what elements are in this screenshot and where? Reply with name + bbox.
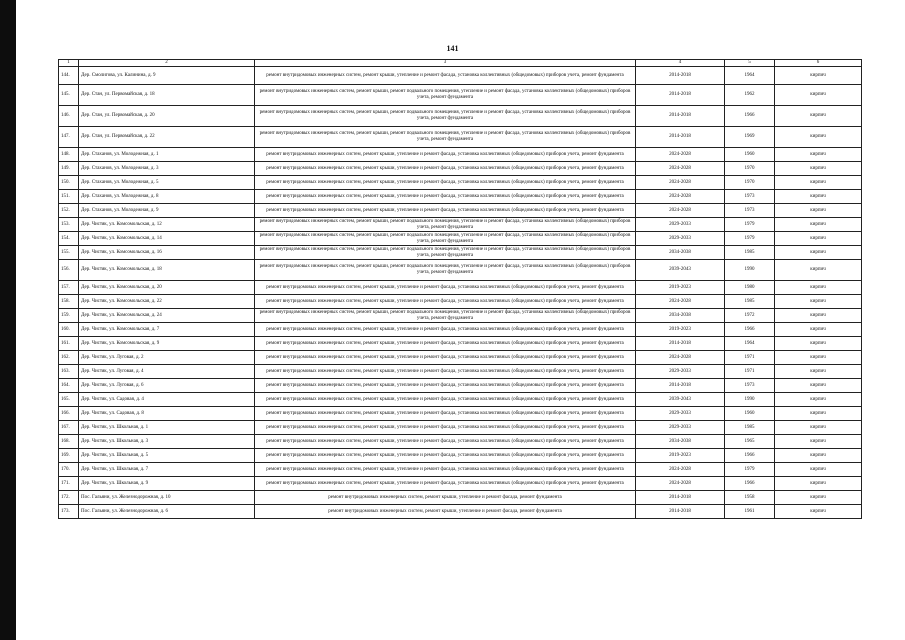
row-number: 172. [59, 491, 79, 505]
material-cell: кирпич [775, 463, 862, 477]
table-row [59, 435, 862, 449]
table-row [59, 162, 862, 176]
address-cell: Пос. Гальяни, ул. Железнодорожная, д. 6 [79, 505, 255, 519]
material-cell: кирпич [775, 449, 862, 463]
material-cell: кирпич [775, 295, 862, 309]
address-cell: Дер. Чистяк, ул. Садовая, д. 4 [79, 393, 255, 407]
period-cell: 2014-2018 [636, 67, 725, 85]
year-cell: 1979 [725, 232, 775, 246]
row-number: 147. [59, 127, 79, 148]
address-cell: Дер. Чистяк, ул. Луговая, д. 2 [79, 351, 255, 365]
period-cell: 2024-2028 [636, 176, 725, 190]
row-number: 157. [59, 281, 79, 295]
address-cell: Дер. Чистяк, ул. Луговая, д. 4 [79, 365, 255, 379]
works-cell: ремонт внутридомовых инженерных систем, ремонт крыши, утепление и ремонт фасада, установка коллективных (общедомовых) приборов учета, ремонт фундамента [255, 295, 636, 309]
row-number: 173. [59, 505, 79, 519]
column-number: 6 [775, 60, 862, 67]
material-cell: кирпич [775, 85, 862, 106]
material-cell: кирпич [775, 246, 862, 260]
period-cell: 2024-2028 [636, 190, 725, 204]
table-row [59, 477, 862, 491]
row-number: 146. [59, 106, 79, 127]
period-cell: 2024-2028 [636, 463, 725, 477]
row-number: 150. [59, 176, 79, 190]
table-row [59, 190, 862, 204]
material-cell: кирпич [775, 67, 862, 85]
year-cell: 1961 [725, 505, 775, 519]
works-cell: ремонт внутридомовых инженерных систем, ремонт крыши, утепление и ремонт фасада, установка коллективных (общедомовых) приборов учета, ремонт фундамента [255, 477, 636, 491]
year-cell: 1979 [725, 463, 775, 477]
address-cell: Дер. Чистяк, ул. Комсомольская, д. 16 [79, 246, 255, 260]
address-cell: Дер. Чистяк, ул. Комсомольская, д. 24 [79, 309, 255, 323]
period-cell: 2024-2028 [636, 477, 725, 491]
year-cell: 1990 [725, 393, 775, 407]
material-cell: кирпич [775, 337, 862, 351]
row-number: 160. [59, 323, 79, 337]
address-cell: Пос. Гальяни, ул. Железнодорожная, д. 10 [79, 491, 255, 505]
row-number: 170. [59, 463, 79, 477]
address-cell: Дер. Чистяк, ул. Школьная, д. 7 [79, 463, 255, 477]
material-cell: кирпич [775, 260, 862, 281]
period-cell: 2029-2033 [636, 407, 725, 421]
column-number: 4 [636, 60, 725, 67]
table-row [59, 246, 862, 260]
year-cell: 1960 [725, 407, 775, 421]
works-cell: ремонт внутридомовых инженерных систем, ремонт крыши, утепление и ремонт фасада, установка коллективных (общедомовых) приборов учета, ремонт фундамента [255, 463, 636, 477]
material-cell: кирпич [775, 491, 862, 505]
period-cell: 2014-2018 [636, 85, 725, 106]
table-row [59, 106, 862, 127]
works-cell: ремонт внутридомовых инженерных систем, ремонт крыши, утепление и ремонт фасада, ремонт фундамента [255, 491, 636, 505]
address-cell: Дер. Стаханов, ул. Молодежная, д. 9 [79, 204, 255, 218]
works-cell: ремонт внутридомовых инженерных систем, ремонт крыши, утепление и ремонт фасада, установка коллективных (общедомовых) приборов учета, ремонт фундамента [255, 176, 636, 190]
row-number: 168. [59, 435, 79, 449]
period-cell: 2019-2023 [636, 323, 725, 337]
material-cell: кирпич [775, 106, 862, 127]
material-cell: кирпич [775, 204, 862, 218]
material-cell: кирпич [775, 309, 862, 323]
works-cell: ремонт внутридомовых инженерных систем, ремонт крыши, утепление и ремонт фасада, установка коллективных (общедомовых) приборов учета, ремонт фундамента [255, 449, 636, 463]
table-row [59, 127, 862, 148]
year-cell: 1964 [725, 337, 775, 351]
table-row [59, 365, 862, 379]
works-cell: ремонт внутридомовых инженерных систем, ремонт крыши, утепление и ремонт фасада, установка коллективных (общедомовых) приборов учета, ремонт фундамента [255, 365, 636, 379]
address-cell: Дер. Чистяк, ул. Луговая, д. 6 [79, 379, 255, 393]
year-cell: 1971 [725, 351, 775, 365]
year-cell: 1965 [725, 435, 775, 449]
column-number-row [59, 60, 862, 67]
row-number: 153. [59, 218, 79, 232]
material-cell: кирпич [775, 232, 862, 246]
period-cell: 2029-2033 [636, 365, 725, 379]
works-cell: ремонт внутридомовых инженерных систем, ремонт крыши, утепление и ремонт фасада, установка коллективных (общедомовых) приборов учета, ремонт фундамента [255, 407, 636, 421]
table-row [59, 281, 862, 295]
year-cell: 1964 [725, 67, 775, 85]
address-cell: Дер. Чистяк, ул. Комсомольская, д. 14 [79, 232, 255, 246]
year-cell: 1985 [725, 421, 775, 435]
material-cell: кирпич [775, 477, 862, 491]
period-cell: 2024-2028 [636, 204, 725, 218]
row-number: 166. [59, 407, 79, 421]
table-row [59, 295, 862, 309]
works-cell: ремонт внутридомовых инженерных систем, ремонт крыши, ремонт подвального помещения, утепление и ремонт фасада, установка коллективных (общедомовых) приборов учета, ремонт фундамента [255, 232, 636, 246]
year-cell: 1990 [725, 260, 775, 281]
table-row [59, 491, 862, 505]
year-cell: 1971 [725, 365, 775, 379]
address-cell: Дер. Стаханов, ул. Молодежная, д. 8 [79, 190, 255, 204]
row-number: 144. [59, 67, 79, 85]
works-cell: ремонт внутридомовых инженерных систем, ремонт крыши, ремонт подвального помещения, утепление и ремонт фасада, установка коллективных (общедомовых) приборов учета, ремонт фундамента [255, 260, 636, 281]
material-cell: кирпич [775, 127, 862, 148]
address-cell: Дер. Смолигова, ул. Калинина, д. 9 [79, 67, 255, 85]
period-cell: 2019-2023 [636, 449, 725, 463]
works-cell: ремонт внутридомовых инженерных систем, ремонт крыши, утепление и ремонт фасада, установка коллективных (общедомовых) приборов учета, ремонт фундамента [255, 162, 636, 176]
row-number: 158. [59, 295, 79, 309]
period-cell: 2039-2043 [636, 393, 725, 407]
material-cell: кирпич [775, 351, 862, 365]
table-row [59, 463, 862, 477]
table-row [59, 204, 862, 218]
works-cell: ремонт внутридомовых инженерных систем, ремонт крыши, утепление и ремонт фасада, установка коллективных (общедомовых) приборов учета, ремонт фундамента [255, 190, 636, 204]
column-number: 2 [79, 60, 255, 67]
year-cell: 1985 [725, 246, 775, 260]
year-cell: 1969 [725, 127, 775, 148]
works-cell: ремонт внутридомовых инженерных систем, ремонт крыши, ремонт подвального помещения, утепление и ремонт фасада, установка коллективных (общедомовых) приборов учета, ремонт фундамента [255, 127, 636, 148]
column-number: 1 [59, 60, 79, 67]
period-cell: 2029-2033 [636, 421, 725, 435]
table-row [59, 323, 862, 337]
table-row [59, 232, 862, 246]
address-cell: Дер. Чистяк, ул. Комсомольская, д. 12 [79, 218, 255, 232]
table-row [59, 67, 862, 85]
period-cell: 2014-2018 [636, 505, 725, 519]
works-cell: ремонт внутридомовых инженерных систем, ремонт крыши, утепление и ремонт фасада, установка коллективных (общедомовых) приборов учета, ремонт фундамента [255, 421, 636, 435]
address-cell: Дер. Стаханов, ул. Молодежная, д. 5 [79, 176, 255, 190]
row-number: 167. [59, 421, 79, 435]
row-number: 159. [59, 309, 79, 323]
year-cell: 1966 [725, 323, 775, 337]
table-row [59, 176, 862, 190]
binding-strip [0, 0, 16, 640]
period-cell: 2014-2018 [636, 491, 725, 505]
year-cell: 1970 [725, 176, 775, 190]
table-row [59, 337, 862, 351]
period-cell: 2019-2023 [636, 281, 725, 295]
works-cell: ремонт внутридомовых инженерных систем, ремонт крыши, утепление и ремонт фасада, установка коллективных (общедомовых) приборов учета, ремонт фундамента [255, 67, 636, 85]
table-row [59, 407, 862, 421]
works-cell: ремонт внутридомовых инженерных систем, ремонт крыши, ремонт подвального помещения, утепление и ремонт фасада, установка коллективных (общедомовых) приборов учета, ремонт фундамента [255, 218, 636, 232]
period-cell: 2024-2028 [636, 148, 725, 162]
period-cell: 2024-2028 [636, 351, 725, 365]
period-cell: 2034-2038 [636, 246, 725, 260]
period-cell: 2014-2018 [636, 127, 725, 148]
row-number: 169. [59, 449, 79, 463]
address-cell: Дер. Стаханов, ул. Молодежная, д. 1 [79, 148, 255, 162]
works-cell: ремонт внутридомовых инженерных систем, ремонт крыши, утепление и ремонт фасада, установка коллективных (общедомовых) приборов учета, ремонт фундамента [255, 379, 636, 393]
table-row [59, 85, 862, 106]
year-cell: 1966 [725, 106, 775, 127]
row-number: 161. [59, 337, 79, 351]
period-cell: 2024-2028 [636, 295, 725, 309]
table-row [59, 148, 862, 162]
year-cell: 1979 [725, 218, 775, 232]
address-cell: Дер. Чистяк, ул. Школьная, д. 1 [79, 421, 255, 435]
period-cell: 2029-2033 [636, 232, 725, 246]
material-cell: кирпич [775, 176, 862, 190]
address-cell: Дер. Чистяк, ул. Школьная, д. 5 [79, 449, 255, 463]
row-number: 151. [59, 190, 79, 204]
year-cell: 1973 [725, 204, 775, 218]
works-cell: ремонт внутридомовых инженерных систем, ремонт крыши, утепление и ремонт фасада, установка коллективных (общедомовых) приборов учета, ремонт фундамента [255, 323, 636, 337]
period-cell: 2014-2018 [636, 337, 725, 351]
table-row [59, 309, 862, 323]
table-row [59, 393, 862, 407]
year-cell: 1973 [725, 190, 775, 204]
material-cell: кирпич [775, 421, 862, 435]
row-number: 155. [59, 246, 79, 260]
row-number: 145. [59, 85, 79, 106]
works-cell: ремонт внутридомовых инженерных систем, ремонт крыши, утепление и ремонт фасада, установка коллективных (общедомовых) приборов учета, ремонт фундамента [255, 351, 636, 365]
material-cell: кирпич [775, 379, 862, 393]
material-cell: кирпич [775, 148, 862, 162]
table-row [59, 218, 862, 232]
column-number: 5 [725, 60, 775, 67]
row-number: 154. [59, 232, 79, 246]
works-cell: ремонт внутридомовых инженерных систем, ремонт крыши, утепление и ремонт фасада, установка коллективных (общедомовых) приборов учета, ремонт фундамента [255, 393, 636, 407]
address-cell: Дер. Чистяк, ул. Школьная, д. 3 [79, 435, 255, 449]
period-cell: 2039-2043 [636, 260, 725, 281]
year-cell: 1970 [725, 162, 775, 176]
material-cell: кирпич [775, 323, 862, 337]
address-cell: Дер. Чистяк, ул. Комсомольская, д. 7 [79, 323, 255, 337]
year-cell: 1962 [725, 85, 775, 106]
material-cell: кирпич [775, 218, 862, 232]
period-cell: 2034-2038 [636, 435, 725, 449]
works-cell: ремонт внутридомовых инженерных систем, ремонт крыши, утепление и ремонт фасада, ремонт фундамента [255, 505, 636, 519]
material-cell: кирпич [775, 365, 862, 379]
row-number: 162. [59, 351, 79, 365]
material-cell: кирпич [775, 190, 862, 204]
address-cell: Дер. Чистяк, ул. Комсомольская, д. 9 [79, 337, 255, 351]
material-cell: кирпич [775, 281, 862, 295]
works-cell: ремонт внутридомовых инженерных систем, ремонт крыши, утепление и ремонт фасада, установка коллективных (общедомовых) приборов учета, ремонт фундамента [255, 204, 636, 218]
row-number: 152. [59, 204, 79, 218]
address-cell: Дер. Стан, ул. Первомайская, д. 18 [79, 85, 255, 106]
column-number: 3 [255, 60, 636, 67]
material-cell: кирпич [775, 162, 862, 176]
row-number: 165. [59, 393, 79, 407]
material-cell: кирпич [775, 505, 862, 519]
year-cell: 1958 [725, 491, 775, 505]
row-number: 156. [59, 260, 79, 281]
works-cell: ремонт внутридомовых инженерных систем, ремонт крыши, ремонт подвального помещения, утепление и ремонт фасада, установка коллективных (общедомовых) приборов учета, ремонт фундамента [255, 246, 636, 260]
works-cell: ремонт внутридомовых инженерных систем, ремонт крыши, утепление и ремонт фасада, установка коллективных (общедомовых) приборов учета, ремонт фундамента [255, 337, 636, 351]
table-body [59, 67, 862, 519]
works-cell: ремонт внутридомовых инженерных систем, ремонт крыши, ремонт подвального помещения, утепление и ремонт фасада, установка коллективных (общедомовых) приборов учета, ремонт фундамента [255, 85, 636, 106]
address-cell: Дер. Стан, ул. Первомайская, д. 22 [79, 127, 255, 148]
page-number: 141 [446, 44, 459, 53]
period-cell: 2024-2028 [636, 162, 725, 176]
row-number: 149. [59, 162, 79, 176]
table-row [59, 260, 862, 281]
year-cell: 1966 [725, 477, 775, 491]
material-cell: кирпич [775, 393, 862, 407]
address-cell: Дер. Чистяк, ул. Комсомольская, д. 22 [79, 295, 255, 309]
year-cell: 1960 [725, 148, 775, 162]
table-row [59, 505, 862, 519]
table-row [59, 379, 862, 393]
works-cell: ремонт внутридомовых инженерных систем, ремонт крыши, ремонт подвального помещения, утепление и ремонт фасада, установка коллективных (общедомовых) приборов учета, ремонт фундамента [255, 309, 636, 323]
period-cell: 2034-2038 [636, 309, 725, 323]
period-cell: 2014-2018 [636, 106, 725, 127]
row-number: 164. [59, 379, 79, 393]
works-cell: ремонт внутридомовых инженерных систем, ремонт крыши, утепление и ремонт фасада, установка коллективных (общедомовых) приборов учета, ремонт фундамента [255, 281, 636, 295]
year-cell: 1973 [725, 379, 775, 393]
address-cell: Дер. Стаханов, ул. Молодежная, д. 3 [79, 162, 255, 176]
table-row [59, 351, 862, 365]
period-cell: 2014-2018 [636, 379, 725, 393]
material-cell: кирпич [775, 407, 862, 421]
table-row [59, 449, 862, 463]
year-cell: 1980 [725, 281, 775, 295]
address-cell: Дер. Чистяк, ул. Школьная, д. 9 [79, 477, 255, 491]
address-cell: Дер. Стан, ул. Первомайская, д. 20 [79, 106, 255, 127]
address-cell: Дер. Чистяк, ул. Садовая, д. 8 [79, 407, 255, 421]
year-cell: 1972 [725, 309, 775, 323]
period-cell: 2029-2033 [636, 218, 725, 232]
works-cell: ремонт внутридомовых инженерных систем, ремонт крыши, ремонт подвального помещения, утепление и ремонт фасада, установка коллективных (общедомовых) приборов учета, ремонт фундамента [255, 106, 636, 127]
material-cell: кирпич [775, 435, 862, 449]
works-cell: ремонт внутридомовых инженерных систем, ремонт крыши, утепление и ремонт фасада, установка коллективных (общедомовых) приборов учета, ремонт фундамента [255, 148, 636, 162]
row-number: 171. [59, 477, 79, 491]
address-cell: Дер. Чистяк, ул. Комсомольская, д. 20 [79, 281, 255, 295]
year-cell: 1966 [725, 449, 775, 463]
row-number: 148. [59, 148, 79, 162]
table-row [59, 421, 862, 435]
row-number: 163. [59, 365, 79, 379]
year-cell: 1985 [725, 295, 775, 309]
address-cell: Дер. Чистяк, ул. Комсомольская, д. 18 [79, 260, 255, 281]
works-cell: ремонт внутридомовых инженерных систем, ремонт крыши, утепление и ремонт фасада, установка коллективных (общедомовых) приборов учета, ремонт фундамента [255, 435, 636, 449]
housing-registry-table [58, 59, 862, 519]
